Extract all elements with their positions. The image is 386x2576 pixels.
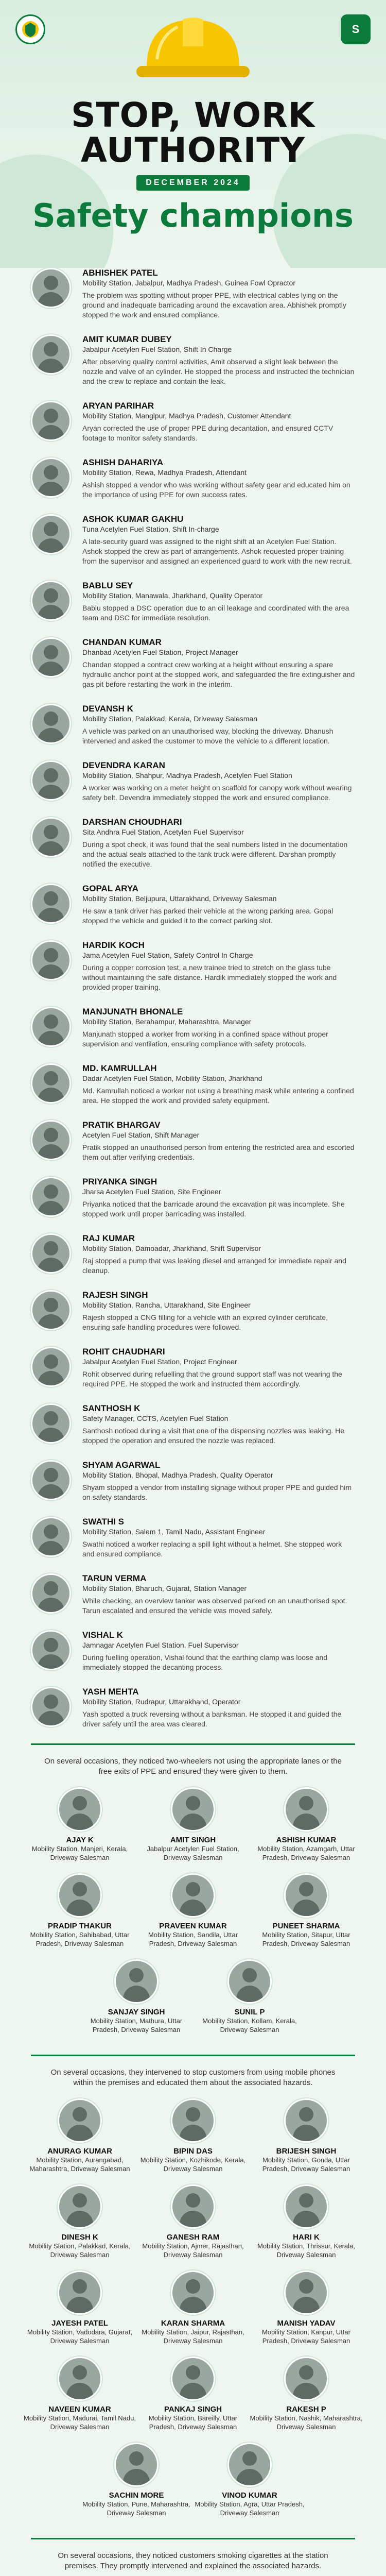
group-member-card [136, 1787, 250, 1862]
shield-icon [21, 20, 40, 39]
avatar [171, 1873, 215, 1918]
member-name: PRADIP THAKUR [48, 1922, 112, 1930]
member-role: Mobility Station, Pune, Maharashtra, Driveway Salesman [82, 2500, 190, 2517]
member-role: Mobility Station, Palakkad, Kerala, Driveway Salesman [29, 2242, 131, 2259]
champion-role: Mobility Station, Salem 1, Tamil Nadu, Assistant Engineer [82, 1528, 266, 1536]
member-name: SUNIL P [234, 2008, 265, 2016]
group-champions [0, 1743, 386, 2576]
champion-description: Bablu stopped a DSC operation due to an oil leakage and coordinated with the area team and DSC for immediate resolution. [82, 604, 349, 622]
champion-card [31, 581, 355, 623]
member-name: AMIT SINGH [170, 1836, 216, 1844]
champion-info [82, 1120, 355, 1162]
champion-description: During a copper corrosion test, a new trainee tried to stretch on the glass tube without maintaining the safe distance. Hardik immediately stopped the work and provided proper training. [82, 963, 337, 991]
group-member-card [193, 1959, 306, 2034]
champion-name: DARSHAN CHOUDHARI [82, 817, 182, 827]
champion-role: Mobility Station, Bhopal, Madhya Pradesh, Quality Operator [82, 1471, 273, 1479]
champion-card [31, 1573, 355, 1616]
champion-card [31, 1233, 355, 1276]
date-badge: DECEMBER 2024 [136, 175, 250, 191]
avatar [31, 581, 71, 621]
avatar [114, 1959, 159, 2004]
champion-info [82, 1403, 355, 1446]
member-name: HARI K [293, 2233, 320, 2242]
champion-name: SWATHI S [82, 1517, 124, 1527]
avatar [31, 457, 71, 498]
member-role: Mobility Station, Ajmer, Rajasthan, Driveway Salesman [142, 2242, 244, 2259]
member-role: Mobility Station, Aurangabad, Maharashtra, Driveway Salesman [29, 2156, 130, 2173]
champion-info [82, 884, 355, 926]
title-line-2: AUTHORITY [80, 130, 306, 170]
member-role: Mobility Station, Sandila, Uttar Pradesh, Driveway Salesman [148, 1931, 238, 1947]
champion-card [31, 1517, 355, 1559]
champion-role: Mobility Station, Rudrapur, Uttarakhand, Operator [82, 1698, 241, 1706]
champion-info [82, 1007, 355, 1049]
champion-card [31, 1403, 355, 1446]
champion-description: Md. Kamrullah noticed a worker not using a breathing mask while entering a confined area. He stopped the work and provided safety equipment. [82, 1087, 354, 1105]
title-line-1: STOP, WORK [71, 95, 315, 135]
group-member-card [23, 2357, 136, 2431]
champion-description: Santhosh noticed during a visit that one of the dispensing nozzles was leaking. He stopped the operation and ensured the nozzle was replaced. [82, 1427, 344, 1445]
champion-role: Mobility Station, Berahampur, Maharashtra, Manager [82, 1018, 252, 1026]
champion-role: Mobility Station, Bharuch, Gujarat, Station Manager [82, 1584, 247, 1592]
champion-card [31, 1177, 355, 1219]
champion-role: Jama Acetylen Fuel Station, Safety Control In Charge [82, 951, 253, 959]
avatar [284, 1873, 328, 1918]
group-intro-text: On several occasions, they noticed customers smoking cigarettes at the station premises. They promptly intervened and explained the associated hazards. [58, 2551, 328, 2570]
member-role: Jabalpur Acetylen Fuel Station, Driveway Salesman [147, 1845, 239, 1861]
member-name: VINOD KUMAR [222, 2491, 277, 2500]
champion-role: Mobility Station, Rewa, Madhya Pradesh, Attendant [82, 468, 247, 477]
avatar [31, 1120, 71, 1160]
avatar [31, 1687, 71, 1727]
champion-info [82, 1573, 355, 1616]
group-member-card [250, 2184, 363, 2259]
champion-description: During fuelling operation, Vishal found that the earthing clamp was loose and immediately stopped the decanting process. [82, 1653, 328, 1671]
champion-info [82, 581, 355, 623]
champion-role: Mobility Station, Jabalpur, Madhya Pradesh, Guinea Fowl Opractor [82, 279, 295, 287]
group-member-card [23, 1787, 136, 1862]
champion-card [31, 1007, 355, 1049]
member-role: Mobility Station, Vadodara, Gujarat, Driveway Salesman [27, 2328, 133, 2345]
company-logo-left [15, 14, 45, 44]
champion-card [31, 637, 355, 689]
avatar [31, 637, 71, 677]
hero-banner [0, 0, 386, 268]
champion-name: SHYAM AGARWAL [82, 1460, 161, 1470]
champion-info [82, 637, 355, 689]
champion-card [31, 1290, 355, 1332]
champion-description: Rajesh stopped a CNG filling for a vehicle with an expired cylinder certificate, ensuring safe handling procedures were followed. [82, 1313, 328, 1331]
champion-info [82, 1233, 355, 1276]
avatar [58, 2184, 102, 2229]
champion-name: PRATIK BHARGAV [82, 1120, 161, 1130]
avatar [31, 1573, 71, 1614]
champion-name: RAJ KUMAR [82, 1233, 135, 1243]
champion-role: Jabalpur Acetylen Fuel Station, Project Engineer [82, 1358, 237, 1366]
group-member-card [23, 1873, 136, 1948]
avatar [31, 1007, 71, 1047]
champion-name: ARYAN PARIHAR [82, 401, 154, 411]
champion-name: ABHISHEK PATEL [82, 268, 158, 278]
champion-name: MANJUNATH BHONALE [82, 1007, 183, 1016]
avatar [31, 704, 71, 744]
group-member-card [250, 2270, 363, 2345]
champion-card [31, 401, 355, 443]
champion-info [82, 1347, 355, 1389]
champion-name: YASH MEHTA [82, 1687, 139, 1697]
member-role: Mobility Station, Sahibabad, Uttar Pradesh, Driveway Salesman [30, 1931, 130, 1947]
champion-role: Mobility Station, Beljupura, Uttarakhand, Driveway Salesman [82, 894, 277, 903]
member-role: Mobility Station, Kanpur, Uttar Pradesh, Driveway Salesman [262, 2328, 350, 2345]
avatar [31, 268, 71, 308]
champion-description: The problem was spotting without proper PPE, with electrical cables lying on the ground and inadequate barricading around the excavation area. Abhishek promptly stopped the work and ensured compliance. [82, 291, 346, 319]
champion-name: AMIT KUMAR DUBEY [82, 334, 172, 344]
member-role: Mobility Station, Kollam, Kerala, Driveway Salesman [202, 2017, 297, 2033]
champion-card [31, 817, 355, 869]
avatar [31, 401, 71, 441]
avatar [227, 1959, 272, 2004]
avatar [31, 1177, 71, 1217]
group-member-card [80, 2443, 193, 2517]
champion-info [82, 1517, 355, 1559]
champion-name: CHANDAN KUMAR [82, 637, 162, 647]
member-name: NAVEEN KUMAR [48, 2405, 111, 2414]
champion-description: Raj stopped a pump that was leaking diesel and arranged for immediate repair and cleanup. [82, 1257, 346, 1275]
member-role: Mobility Station, Thrissur, Kerala, Driveway Salesman [257, 2242, 355, 2259]
champion-info [82, 1063, 355, 1106]
champion-card [31, 514, 355, 566]
group-members-grid [0, 1787, 386, 2045]
avatar [31, 884, 71, 924]
group-member-card [136, 1873, 250, 1948]
member-name: KARAN SHARMA [161, 2319, 225, 2328]
member-name: ASHISH KUMAR [276, 1836, 337, 1844]
champion-card [31, 704, 355, 746]
group-member-card [250, 2098, 363, 2173]
champion-info [82, 760, 355, 803]
champion-name: HARDIK KOCH [82, 940, 145, 950]
avatar [58, 2098, 102, 2143]
member-name: AJAY K [66, 1836, 94, 1844]
member-role: Mobility Station, Bareilly, Uttar Pradesh, Driveway Salesman [148, 2414, 238, 2431]
member-name: PUNEET SHARMA [272, 1922, 340, 1930]
champion-description: After observing quality control activities, Amit observed a slight leak between the nozzle and valve of an cylinder. He stopped the process and instructed the technician and the crew to replace and contain the leak. [82, 358, 355, 385]
champion-name: PRIYANKA SINGH [82, 1177, 157, 1187]
champion-description: Yash spotted a truck reversing without a banksman. He stopped it and guided the driver safely until the area was cleared. [82, 1710, 342, 1728]
section-divider [31, 2538, 355, 2539]
section-divider [31, 1743, 355, 1745]
avatar [284, 2357, 328, 2401]
champion-name: BABLU SEY [82, 581, 133, 590]
avatar [31, 1063, 71, 1104]
champion-card [31, 1460, 355, 1502]
avatar [227, 2443, 272, 2487]
champion-description: While checking, an overview tanker was observed parked on an unauthorised spot. Tarun escalated and ensured the vehicle was moved safely. [82, 1597, 347, 1615]
champion-description: Ashish stopped a vendor who was working without safety gear and educated him on the importance of using PPE for own success rates. [82, 481, 350, 499]
member-name: MANISH YADAV [277, 2319, 336, 2328]
avatar [31, 1517, 71, 1557]
champion-description: A worker was working on a meter height on scaffold for canopy work without wearing safety belt. Devendra immediately stopped the work and ensured compliance. [82, 784, 352, 802]
champion-name: MD. KAMRULLAH [82, 1063, 157, 1073]
member-name: BIPIN DAS [173, 2147, 213, 2156]
member-name: SACHIN MORE [109, 2491, 164, 2500]
champion-name: DEVENDRA KARAN [82, 760, 165, 770]
group-members-grid [0, 2098, 386, 2529]
champion-name: TARUN VERMA [82, 1573, 147, 1583]
group-member-card [23, 2270, 136, 2345]
member-role: Mobility Station, Sitapur, Uttar Pradesh, Driveway Salesman [262, 1931, 350, 1947]
champion-role: Sita Andhra Fuel Station, Acetylen Fuel Supervisor [82, 828, 244, 836]
section-divider [31, 2055, 355, 2056]
champion-card [31, 1120, 355, 1162]
avatar [31, 334, 71, 375]
champion-card [31, 457, 355, 500]
champion-description: Aryan corrected the use of proper PPE during decantation, and ensured CCTV footage to monitor safety standards. [82, 424, 334, 442]
champion-description: A vehicle was parked on an unauthorised way, blocking the driveway. Dhanush intervened and asked the customer to move the vehicle to a different location. [82, 727, 334, 745]
group-member-card [136, 2270, 250, 2345]
group-intro-text: On several occasions, they intervened to stop customers from using mobile phones within the premises and educated them about the associated hazards. [50, 2068, 336, 2087]
champion-description: Pratik stopped an unauthorised person from entering the restricted area and escorted them out after verifying credentials. [82, 1143, 355, 1161]
member-role: Mobility Station, Jaipur, Rajasthan, Driveway Salesman [142, 2328, 244, 2345]
group-member-card [136, 2098, 250, 2173]
champion-description: Shyam stopped a vendor from installing signage without proper PPE and guided him on safety standards. [82, 1483, 352, 1501]
champion-info [82, 401, 355, 443]
avatar [31, 1460, 71, 1500]
individual-champions-list [0, 268, 386, 1729]
avatar [284, 2270, 328, 2315]
avatar [171, 2098, 215, 2143]
champion-role: Mobility Station, Palakkad, Kerala, Driveway Salesman [82, 715, 258, 723]
champion-card [31, 334, 355, 386]
member-name: GANESH RAM [166, 2233, 220, 2242]
champion-role: Acetylen Fuel Station, Shift Manager [82, 1131, 200, 1139]
champion-name: ASHISH DAHARIYA [82, 457, 164, 467]
champion-info [82, 1290, 355, 1332]
member-role: Mobility Station, Mathura, Uttar Pradesh, Driveway Salesman [90, 2017, 183, 2033]
avatar [31, 817, 71, 857]
champion-role: Mobility Station, Rancha, Uttarakhand, Site Engineer [82, 1301, 251, 1309]
champion-description: During a spot check, it was found that the seal numbers listed in the documentation and the actual seals attached to the tank truck were different. Darshan promptly notified the executive. [82, 840, 348, 868]
avatar [31, 1347, 71, 1387]
champion-name: DEVANSH K [82, 704, 133, 714]
champion-card [31, 940, 355, 992]
avatar [31, 1233, 71, 1274]
champion-role: Jamnagar Acetylen Fuel Station, Fuel Supervisor [82, 1641, 239, 1649]
champion-description: A late-security guard was assigned to the night shift at an Acetylen Fuel Station. Ashok stopped the crew as part of arrangements. Ashok requested proper training from the supervisor and assigned an experienced guard to work with the new recruit. [82, 537, 352, 565]
member-role: Mobility Station, Manjeri, Kerala, Driveway Salesman [31, 1845, 128, 1861]
champion-card [31, 1630, 355, 1672]
member-name: BRIJESH SINGH [276, 2147, 337, 2156]
group-member-card [250, 1787, 363, 1862]
champion-info [82, 940, 355, 992]
champion-role: Mobility Station, Shahpur, Madhya Pradesh, Acetylen Fuel Station [82, 771, 292, 779]
champion-info [82, 457, 355, 500]
page-subtitle: Safety champions [32, 197, 354, 234]
champion-role: Mobility Station, Damoadar, Jharkhand, Shift Supervisor [82, 1244, 261, 1252]
group-member-card [250, 1873, 363, 1948]
champion-info [82, 1460, 355, 1502]
champion-card [31, 884, 355, 926]
avatar [171, 2184, 215, 2229]
avatar [31, 760, 71, 801]
champion-name: ROHIT CHAUDHARI [82, 1347, 165, 1357]
group-intro-text: On several occasions, they noticed two-wheelers not using the appropriate lanes or the free exits of PPE and ensured they were given to them. [44, 1757, 342, 1776]
member-name: RAKESH P [286, 2405, 326, 2414]
champion-card [31, 760, 355, 803]
champion-role: Safety Manager, CCTS, Acetylen Fuel Station [82, 1414, 229, 1422]
member-name: ANURAG KUMAR [47, 2147, 112, 2156]
company-logo-right: S [341, 14, 371, 44]
member-name: SANJAY SINGH [108, 2008, 165, 2016]
champion-description: He saw a tank driver has parked their vehicle at the wrong parking area. Gopal stopped the vehicle and guided it to the correct parking slot. [82, 907, 334, 925]
member-name: PANKAJ SINGH [164, 2405, 222, 2414]
champion-role: Jharsa Acetylen Fuel Station, Site Engineer [82, 1188, 221, 1196]
champion-name: GOPAL ARYA [82, 884, 138, 893]
champion-role: Dhanbad Acetylen Fuel Station, Project Manager [82, 648, 238, 656]
champion-card [31, 1347, 355, 1389]
champion-card [31, 1687, 355, 1729]
group-member-card [23, 2184, 136, 2259]
champion-role: Mobility Station, Manglpur, Madhya Pradesh, Customer Attendant [82, 412, 291, 420]
champion-name: RAJESH SINGH [82, 1290, 148, 1300]
champion-info [82, 1687, 355, 1729]
member-role: Mobility Station, Kozhikode, Kerala, Driveway Salesman [140, 2156, 246, 2173]
champion-info [82, 268, 355, 320]
group-member-card [23, 2098, 136, 2173]
avatar [31, 1630, 71, 1670]
avatar [31, 940, 71, 980]
champion-name: VISHAL K [82, 1630, 124, 1640]
champion-info [82, 1630, 355, 1672]
champion-info [82, 817, 355, 869]
champion-role: Jabalpur Acetylen Fuel Station, Shift In Charge [82, 345, 232, 353]
avatar [171, 2270, 215, 2315]
group-member-card [250, 2357, 363, 2431]
member-role: Mobility Station, Nashik, Maharashtra, Driveway Salesman [250, 2414, 363, 2431]
champion-card [31, 1063, 355, 1106]
avatar [171, 2357, 215, 2401]
member-name: PRAVEEN KUMAR [159, 1922, 227, 1930]
avatar [31, 514, 71, 554]
page-title [0, 95, 386, 170]
champion-info [82, 1177, 355, 1219]
member-role: Mobility Station, Madurai, Tamil Nadu, Driveway Salesman [24, 2414, 136, 2431]
champion-description: Rohit observed during refuelling that the ground support staff was not wearing the required PPE. He stopped the work and instructed them accordingly. [82, 1370, 342, 1388]
champion-info [82, 334, 355, 386]
champion-card [31, 268, 355, 320]
champion-info [82, 514, 355, 566]
member-name: JAYESH PATEL [51, 2319, 108, 2328]
avatar [171, 1787, 215, 1832]
hard-hat-icon [136, 10, 250, 82]
member-role: Mobility Station, Azamgarh, Uttar Pradesh, Driveway Salesman [257, 1845, 355, 1861]
avatar [58, 1787, 102, 1832]
group-member-card [136, 2184, 250, 2259]
champion-role: Dadar Acetylen Fuel Station, Mobility Station, Jharkhand [82, 1074, 262, 1082]
champion-name: ASHOK KUMAR GAKHU [82, 514, 184, 524]
avatar [114, 2443, 159, 2487]
avatar [58, 1873, 102, 1918]
avatar [58, 2270, 102, 2315]
avatar [58, 2357, 102, 2401]
member-role: Mobility Station, Gonda, Uttar Pradesh, Driveway Salesman [262, 2156, 350, 2173]
group-member-card [193, 2443, 306, 2517]
champion-info [82, 704, 355, 746]
champion-role: Tuna Acetylen Fuel Station, Shift In-charge [82, 525, 219, 533]
champion-description: Manjunath stopped a worker from working in a confined space without proper supervision and ventilation, ensuring compliance with safety protocols. [82, 1030, 328, 1048]
champion-description: Chandan stopped a contract crew working at a height without ensuring a spare hydraulic anchor point at the stopped work, and safeguarded the fire extinguisher and gas pit before restarting the work in the interim. [82, 660, 355, 688]
member-name: DINESH K [61, 2233, 98, 2242]
avatar [284, 2184, 328, 2229]
avatar [284, 2098, 328, 2143]
avatar [284, 1787, 328, 1832]
avatar [31, 1403, 71, 1444]
avatar [31, 1290, 71, 1330]
champion-description: Swathi noticed a worker replacing a spill light without a helmet. She stopped work and ensured compliance. [82, 1540, 342, 1558]
champion-name: SANTHOSH K [82, 1403, 141, 1413]
group-member-card [136, 2357, 250, 2431]
champion-role: Mobility Station, Manawala, Jharkhand, Quality Operator [82, 591, 263, 600]
group-member-card [80, 1959, 193, 2034]
member-role: Mobility Station, Agra, Uttar Pradesh, Driveway Salesman [195, 2500, 305, 2517]
champion-description: Priyanka noticed that the barricade around the excavation pit was incomplete. She stopped work until proper barricading was installed. [82, 1200, 345, 1218]
